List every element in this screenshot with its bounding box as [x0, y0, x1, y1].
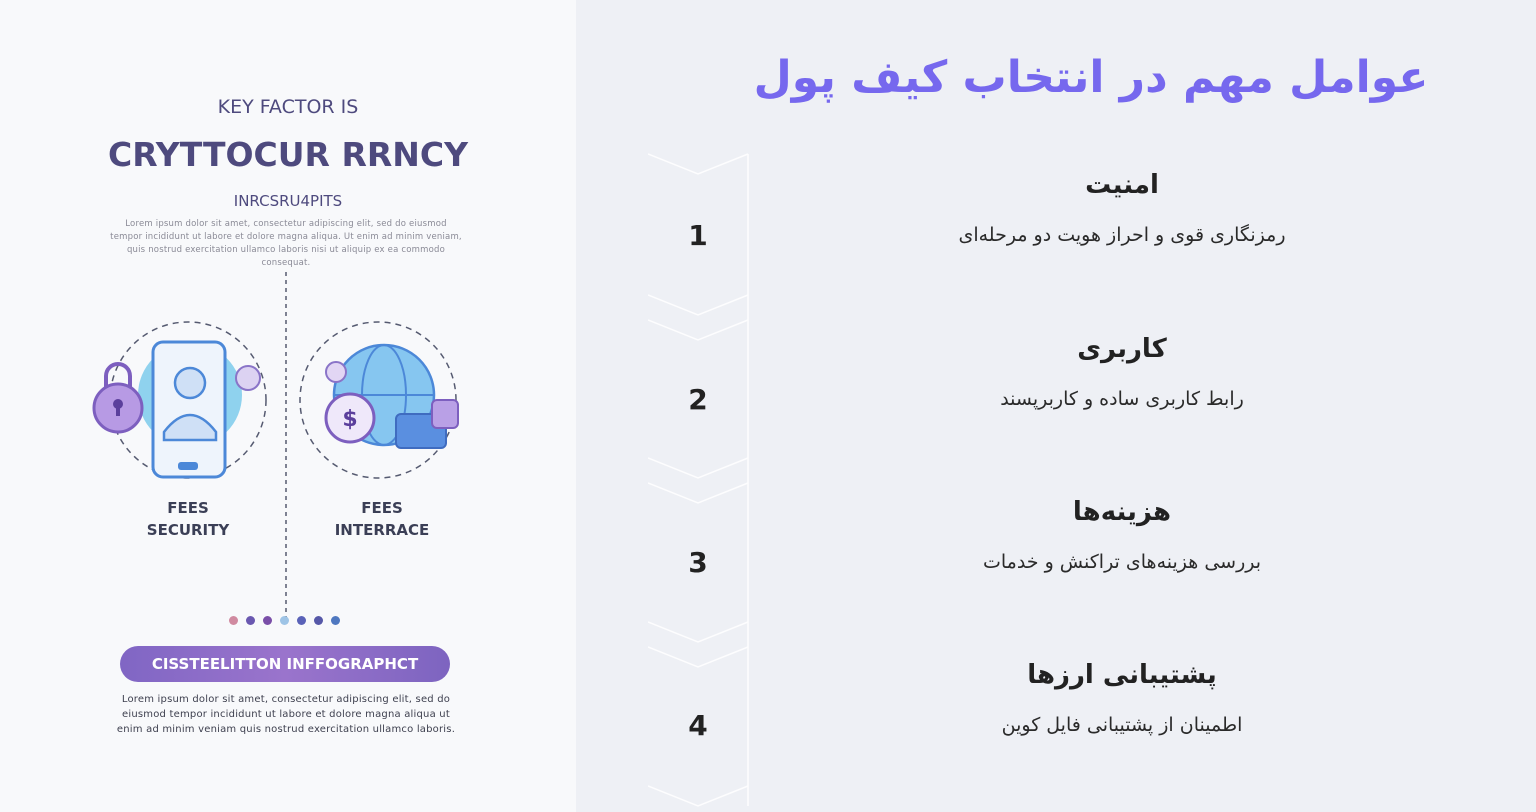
step-description: اطمینان از پشتیبانی فایل کوین — [1001, 714, 1243, 736]
step-heading: هزینه‌ها — [1072, 497, 1172, 527]
step-heading: کاربری — [1077, 334, 1167, 364]
step-description: بررسی هزینه‌های تراکنش و خدمات — [982, 551, 1262, 573]
step-description: رمزنگاری قوی و احراز هویت دو مرحله‌ای — [958, 224, 1286, 246]
pagination-dots — [229, 616, 340, 625]
step-number: 1 — [688, 219, 708, 252]
infographic-image — [0, 0, 576, 812]
pagination-dot — [280, 616, 289, 625]
step-number: 2 — [688, 383, 708, 416]
step-number: 4 — [688, 709, 708, 742]
slide-title: عوامل مهم در انتخاب کیف پول — [753, 52, 1429, 103]
right-caption-line1: FEES — [361, 499, 403, 517]
step-heading: پشتیبانی ارزها — [1027, 660, 1217, 690]
dollar-coin-icon — [326, 394, 374, 442]
infographic-banner: CISSTEELITTON INFFOGRAPHCT — [120, 646, 450, 682]
pagination-dot — [331, 616, 340, 625]
right-caption-line2: INTERRACE — [334, 521, 430, 539]
pagination-dot — [263, 616, 272, 625]
globe-icon — [300, 322, 456, 478]
infographic-headline: CRYTTOCUR RRNCY — [107, 135, 469, 174]
step-heading: امنیت — [1085, 170, 1159, 200]
padlock-icon — [94, 364, 142, 432]
step-number: 3 — [688, 546, 708, 579]
left-caption-line2: SECURITY — [146, 521, 230, 539]
pagination-dot — [314, 616, 323, 625]
pagination-dot — [229, 616, 238, 625]
pagination-dot — [246, 616, 255, 625]
infographic-footer-text: Lorem ipsum dolor sit amet, consectetur adipiscing elit, sed do eiusmod tempor incididunt ut labore et dolore magna aliqua ut enim ad minim veniam quis nostrud exercitation ullamco laboris. — [116, 694, 456, 735]
pagination-dot — [297, 616, 306, 625]
infographic-kicker: KEY FACTOR IS — [217, 96, 359, 118]
svg-text:$: $ — [342, 407, 358, 432]
left-caption-line1: FEES — [167, 499, 209, 517]
step-description: رابط کاربری ساده و کاربرپسند — [1000, 388, 1244, 410]
infographic-subhead: INRCSRU4PITS — [233, 192, 343, 210]
infographic-intro-text: Lorem ipsum dolor sit amet, consectetur adipiscing elit, sed do eiusmod tempor incididunt ut labore et dolore magna aliqua. Ut enim ad minim veniam, quis nostrud exercitation ullamco laboris nisi ut aliquip ex ea commodo consequat. — [110, 219, 462, 268]
infographic-illustration — [0, 0, 576, 812]
